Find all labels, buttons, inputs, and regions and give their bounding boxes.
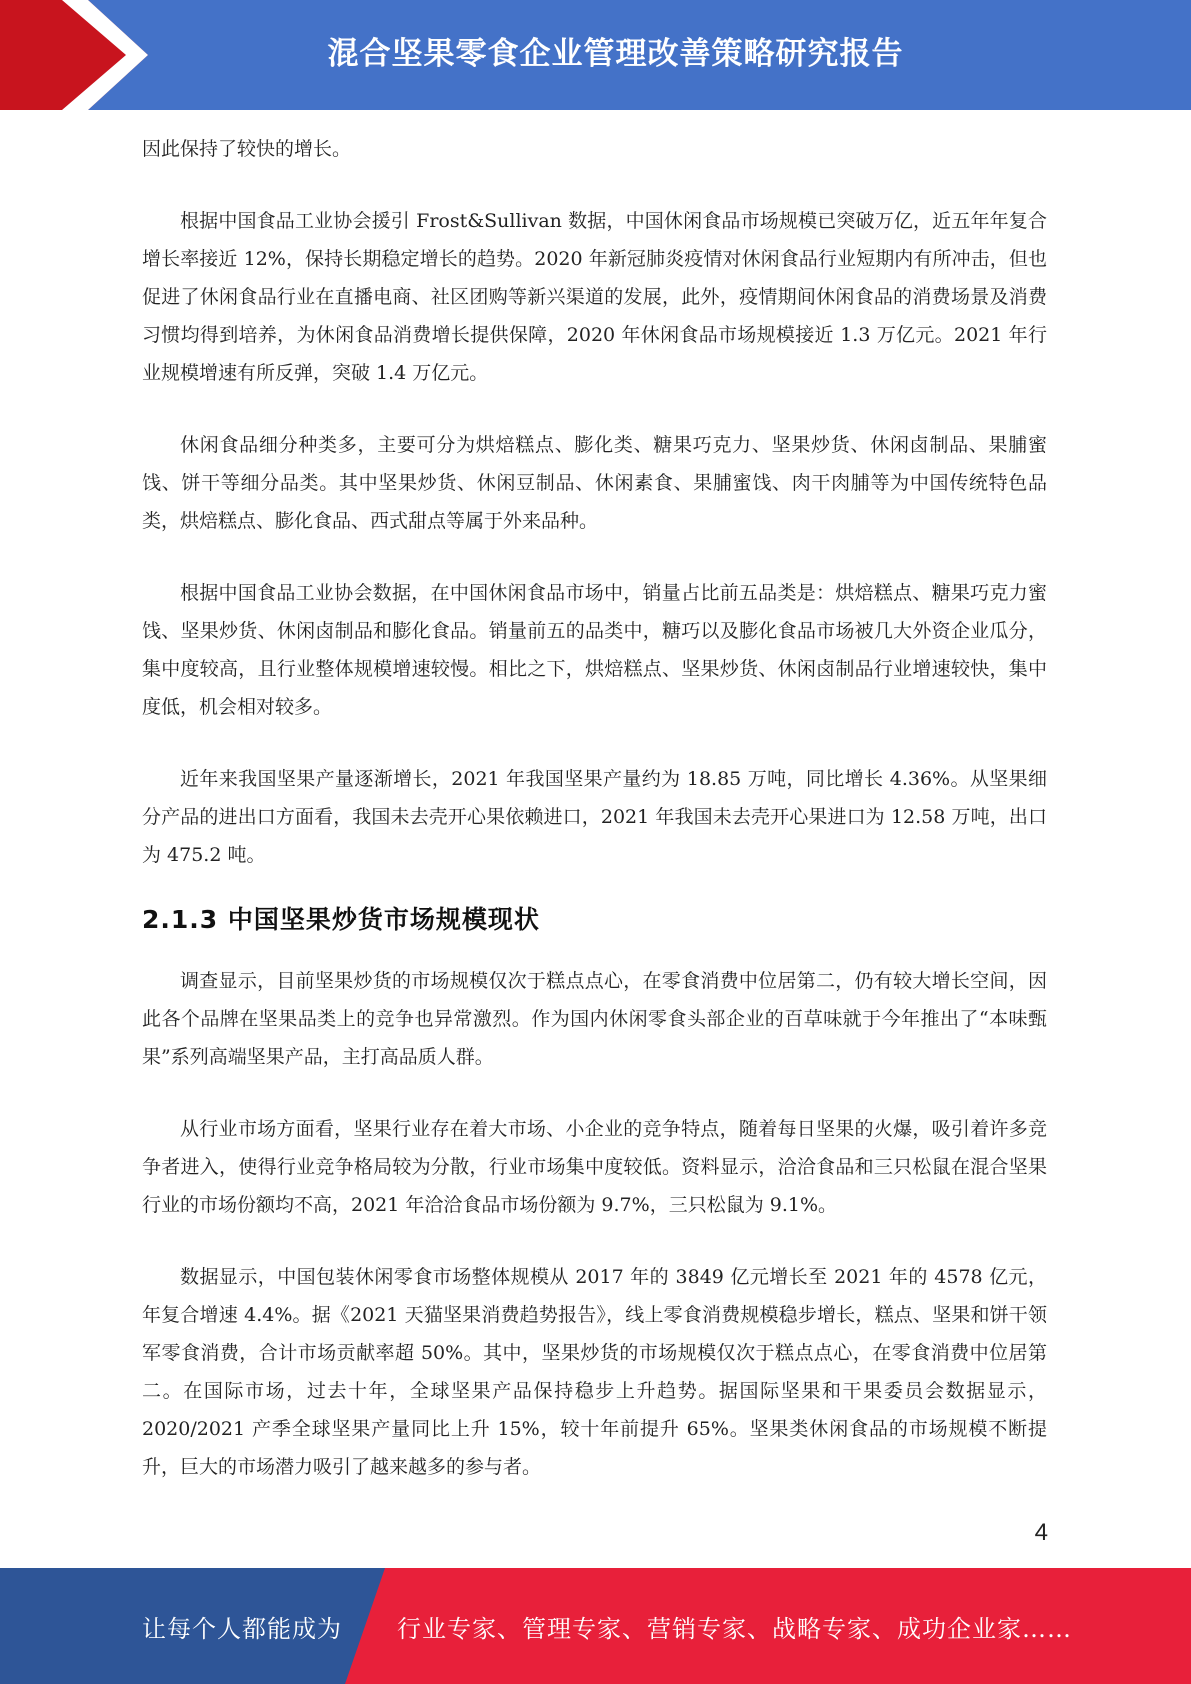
paragraph-continuation: 因此保持了较快的增长。: [142, 138, 352, 160]
footer-slogan-left: 让每个人都能成为: [142, 1614, 342, 1643]
paragraph-competition: 从行业市场方面看，坚果行业存在着大市场、小企业的竞争特点，随着每日坚果的火爆，吸引着许多竞争者进入，使得行业竞争格局较为分散，行业市场集中度较低。资料显示，洽洽食品和三只松鼠在混合坚果行业的市场份额均不高，2021 年洽洽食品市场份额为 9.7%，三只松鼠为 9.1%。: [142, 1118, 1047, 1216]
page-footer: [0, 1568, 1191, 1684]
page-number: 4: [1034, 1519, 1048, 1546]
paragraph-survey: 调查显示，目前坚果炒货的市场规模仅次于糕点点心，在零食消费中位居第二，仍有较大增长空间，因此各个品牌在坚果品类上的竞争也异常激烈。作为国内休闲零食头部企业的百草味就于今年推出了“本味甄果”系列高端坚果产品，主打高品质人群。: [142, 970, 1047, 1068]
paragraph-nut-output: 近年来我国坚果产量逐渐增长，2021 年我国坚果产量约为 18.85 万吨，同比增长 4.36%。从坚果细分产品的进出口方面看，我国未去壳开心果依赖进口，2021 年我国未去壳开心果进口为 12.58 万吨，出口为 475.2 吨。: [142, 768, 1047, 866]
paragraph-top-five: 根据中国食品工业协会数据，在中国休闲食品市场中，销量占比前五品类是：烘焙糕点、糖果巧克力蜜饯、坚果炒货、休闲卤制品和膨化食品。销量前五的品类中，糖巧以及膨化食品市场被几大外资企业瓜分，集中度较高，且行业整体规模增速较慢。相比之下，烘焙糕点、坚果炒货、休闲卤制品行业增速较快，集中度低，机会相对较多。: [142, 582, 1047, 718]
paragraph-categories: 休闲食品细分种类多，主要可分为烘焙糕点、膨化类、糖果巧克力、坚果炒货、休闲卤制品、果脯蜜饯、饼干等细分品类。其中坚果炒货、休闲豆制品、休闲素食、果脯蜜饯、肉干肉脯等为中国传统特色品类，烘焙糕点、膨化食品、西式甜点等属于外来品种。: [142, 434, 1047, 532]
main-content: [142, 130, 1047, 1486]
footer-slogan-right: 行业专家、管理专家、营销专家、战略专家、成功企业家……: [397, 1614, 1072, 1643]
page-header: [0, 0, 1191, 110]
section-heading: 2.1.3 中国坚果炒货市场规模现状: [142, 905, 540, 934]
paragraph-market-size: 根据中国食品工业协会援引 Frost&Sullivan 数据，中国休闲食品市场规模已突破万亿，近五年年复合增长率接近 12%，保持长期稳定增长的趋势。2020 年新冠肺炎疫情对休闲食品行业短期内有所冲击，但也促进了休闲食品行业在直播电商、社区团购等新兴渠道的发展，此外，疫情期间休闲食品的消费场景及消费习惯均得到培养，为休闲食品消费增长提供保障，2020 年休闲食品市场规模接近 1.3 万亿元。2021 年行业规模增速有所反弹，突破 1.4 万亿元。: [142, 210, 1047, 384]
paragraph-data: 数据显示，中国包装休闲零食市场整体规模从 2017 年的 3849 亿元增长至 2021 年的 4578 亿元，年复合增速 4.4%。据《2021 天猫坚果消费趋势报告》，线上零食消费规模稳步增长，糕点、坚果和饼干领军零食消费，合计市场贡献率超 50%。其中，坚果炒货的市场规模仅次于糕点点心，在零食消费中位居第二。在国际市场，过去十年，全球坚果产品保持稳步上升趋势。据国际坚果和干果委员会数据显示，2020/2021 产季全球坚果产量同比上升 15%，较十年前提升 65%。坚果类休闲食品的市场规模不断提升，巨大的市场潜力吸引了越来越多的参与者。: [142, 1266, 1047, 1478]
document-title: 混合坚果零食企业管理改善策略研究报告: [327, 35, 904, 72]
